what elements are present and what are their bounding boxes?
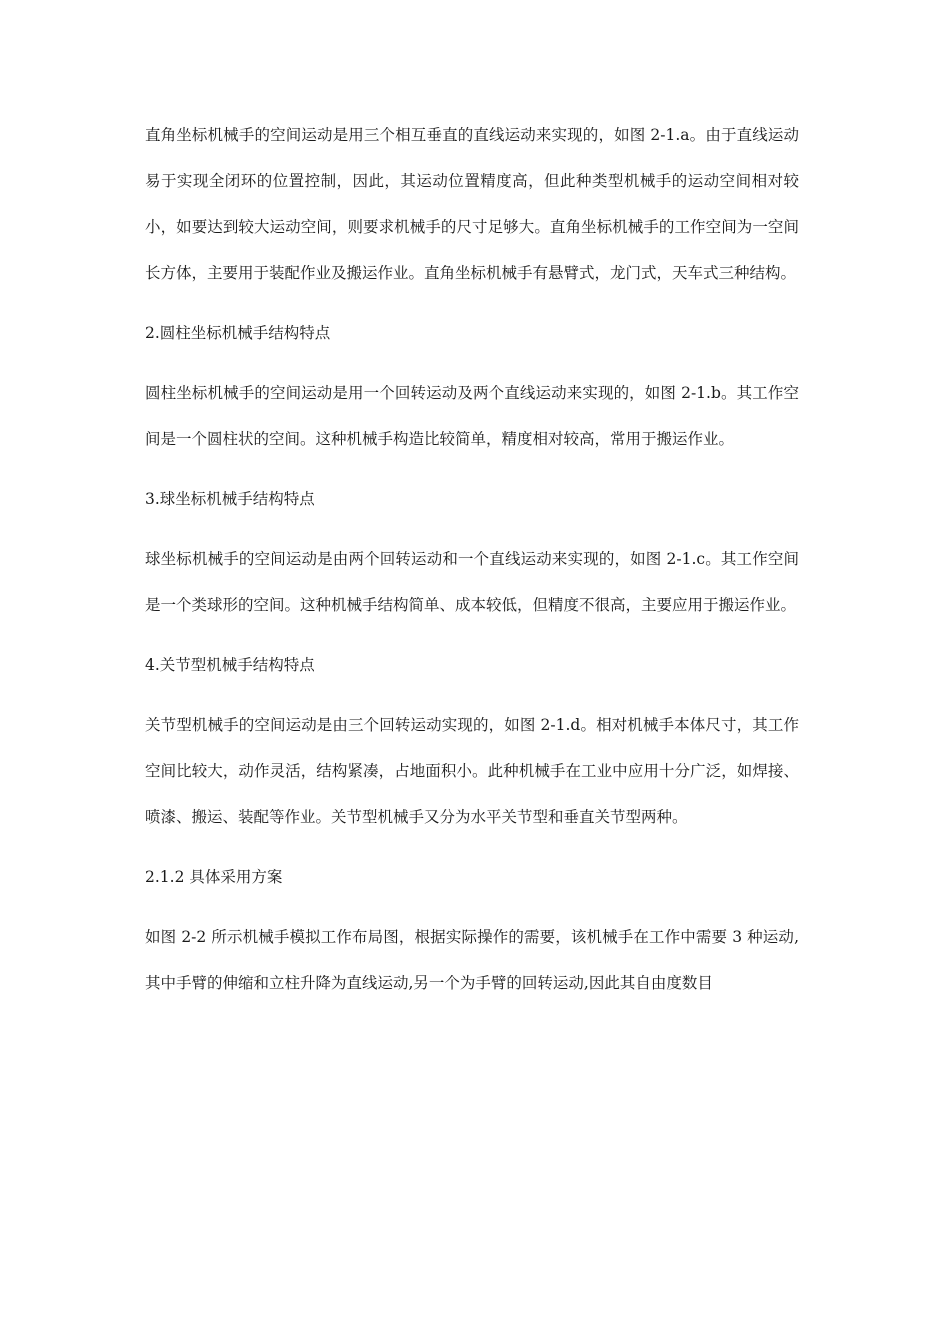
paragraph-cylindrical: 圆柱坐标机械手的空间运动是用一个回转运动及两个直线运动来实现的，如图 2-1.b。其工作空间是一个圆柱状的空间。这种机械手构造比较简单，精度相对较高，常用于搬运作业。 [145, 384, 799, 448]
heading-section-2-1-2: 2.1.2 具体采用方案 [145, 868, 283, 886]
heading-spherical: 3.球坐标机械手结构特点 [145, 490, 315, 508]
heading-articulated: 4.关节型机械手结构特点 [145, 656, 315, 674]
paragraph-cartesian: 直角坐标机械手的空间运动是用三个相互垂直的直线运动来实现的，如图 2-1.a。由于直线运动易于实现全闭环的位置控制，因此，其运动位置精度高，但此种类型机械手的运动空间相对较小，如要达到较大运动空间，则要求机械手的尺寸足够大。直角坐标机械手的工作空间为一空间长方体，主要用于装配作业及搬运作业。直角坐标机械手有悬臂式，龙门式，天车式三种结构。 [145, 126, 799, 282]
document-body [145, 112, 799, 1020]
paragraph-scheme: 如图 2-2 所示机械手模拟工作布局图，根据实际操作的需要，该机械手在工作中需要 3 种运动,其中手臂的伸缩和立柱升降为直线运动,另一个为手臂的回转运动,因此其自由度数目 [145, 928, 799, 992]
paragraph-articulated: 关节型机械手的空间运动是由三个回转运动实现的，如图 2-1.d。相对机械手本体尺寸，其工作空间比较大，动作灵活，结构紧凑，占地面积小。此种机械手在工业中应用十分广泛，如焊接、喷漆、搬运、装配等作业。关节型机械手又分为水平关节型和垂直关节型两种。 [145, 716, 799, 826]
heading-cylindrical: 2.圆柱坐标机械手结构特点 [145, 324, 331, 342]
paragraph-spherical: 球坐标机械手的空间运动是由两个回转运动和一个直线运动来实现的，如图 2-1.c。其工作空间是一个类球形的空间。这种机械手结构简单、成本较低，但精度不很高，主要应用于搬运作业。 [145, 550, 799, 614]
